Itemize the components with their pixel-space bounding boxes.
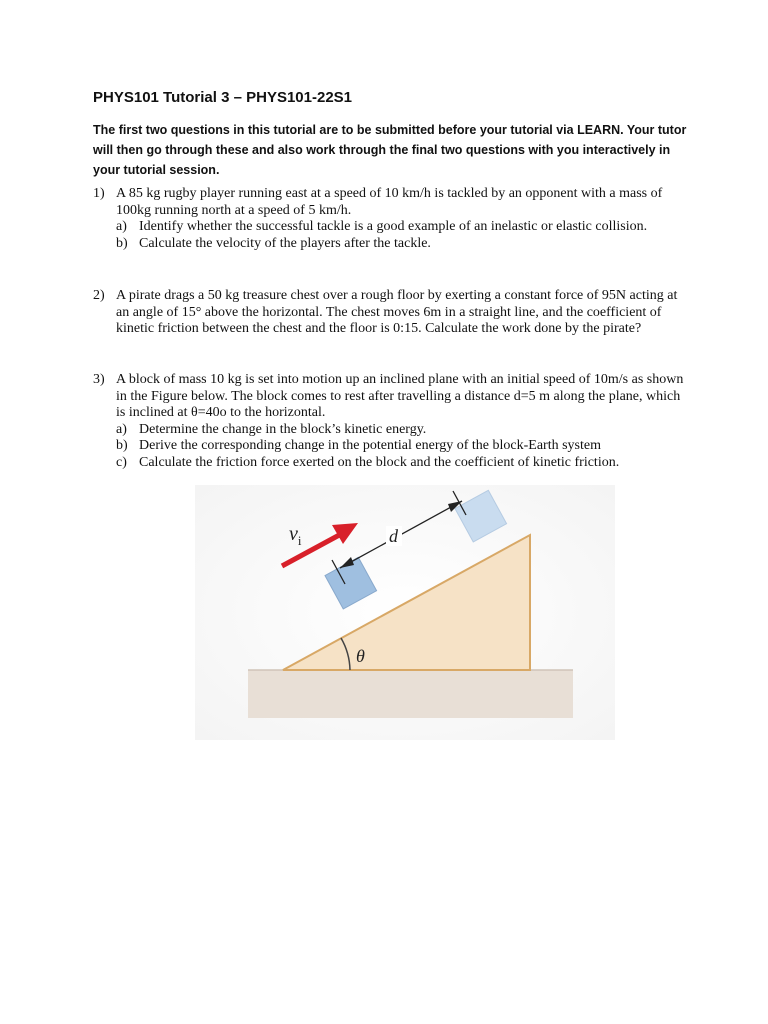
part-label: c) [116, 454, 127, 470]
part-label: b) [116, 438, 128, 453]
question-number: 1) [93, 186, 105, 201]
question-3 [93, 372, 693, 471]
part-label: b) [116, 235, 128, 251]
question-part [116, 438, 693, 455]
part-label: a) [116, 219, 127, 234]
part-text: Identify whether the successful tackle is a good example of an inelastic or elastic collision. [139, 219, 648, 234]
part-label: a) [116, 421, 127, 437]
question-text: A 85 kg rugby player running east at a speed of 10 km/h is tackled by an opponent with a mass of 100kg running north at a speed of 5 km/h. [116, 186, 663, 218]
distance-label: d [389, 526, 398, 546]
part-text: Calculate the velocity of the players after the tackle. [139, 235, 431, 251]
intro-paragraph: The first two questions in this tutorial are to be submitted before your tutorial via LEARN. Your tutor will then go through these and also work through the final two questions with you interactively in your tutorial session. [93, 123, 687, 177]
question-part [116, 422, 693, 439]
question-text: A pirate drags a 50 kg treasure chest over a rough floor by exerting a constant force of 95N acting at an angle of 15° above the horizontal. The chest moves 6m in a straight line, and the coefficient of kinetic friction between the chest and the floor is 0:15. Calculate the work done by the pirate? [116, 288, 678, 336]
question-part [116, 455, 693, 472]
part-text: Derive the corresponding change in the potential energy of the block-Earth system [139, 438, 601, 453]
question-2 [93, 288, 693, 338]
part-text: Determine the change in the block’s kinetic energy. [139, 421, 427, 437]
question-part [116, 219, 693, 236]
ground [248, 670, 573, 718]
angle-label: θ [356, 646, 365, 666]
question-part [116, 236, 693, 253]
inclined-plane-figure [195, 485, 615, 740]
page-title: PHYS101 Tutorial 3 – PHYS101-22S1 [93, 89, 353, 106]
velocity-symbol: v [289, 523, 298, 545]
question-number: 3) [93, 372, 105, 387]
question-1 [93, 186, 693, 252]
question-text: A block of mass 10 kg is set into motion up an inclined plane with an initial speed of 10m/s as shown in the Figure below. The block comes to rest after travelling a distance d=5 m along the plane, which is inclined at θ=40o to the horizontal. [116, 372, 684, 420]
part-text: Calculate the friction force exerted on the block and the coefficient of kinetic friction. [139, 454, 620, 470]
question-number: 2) [93, 288, 105, 303]
velocity-subscript: i [297, 533, 302, 548]
